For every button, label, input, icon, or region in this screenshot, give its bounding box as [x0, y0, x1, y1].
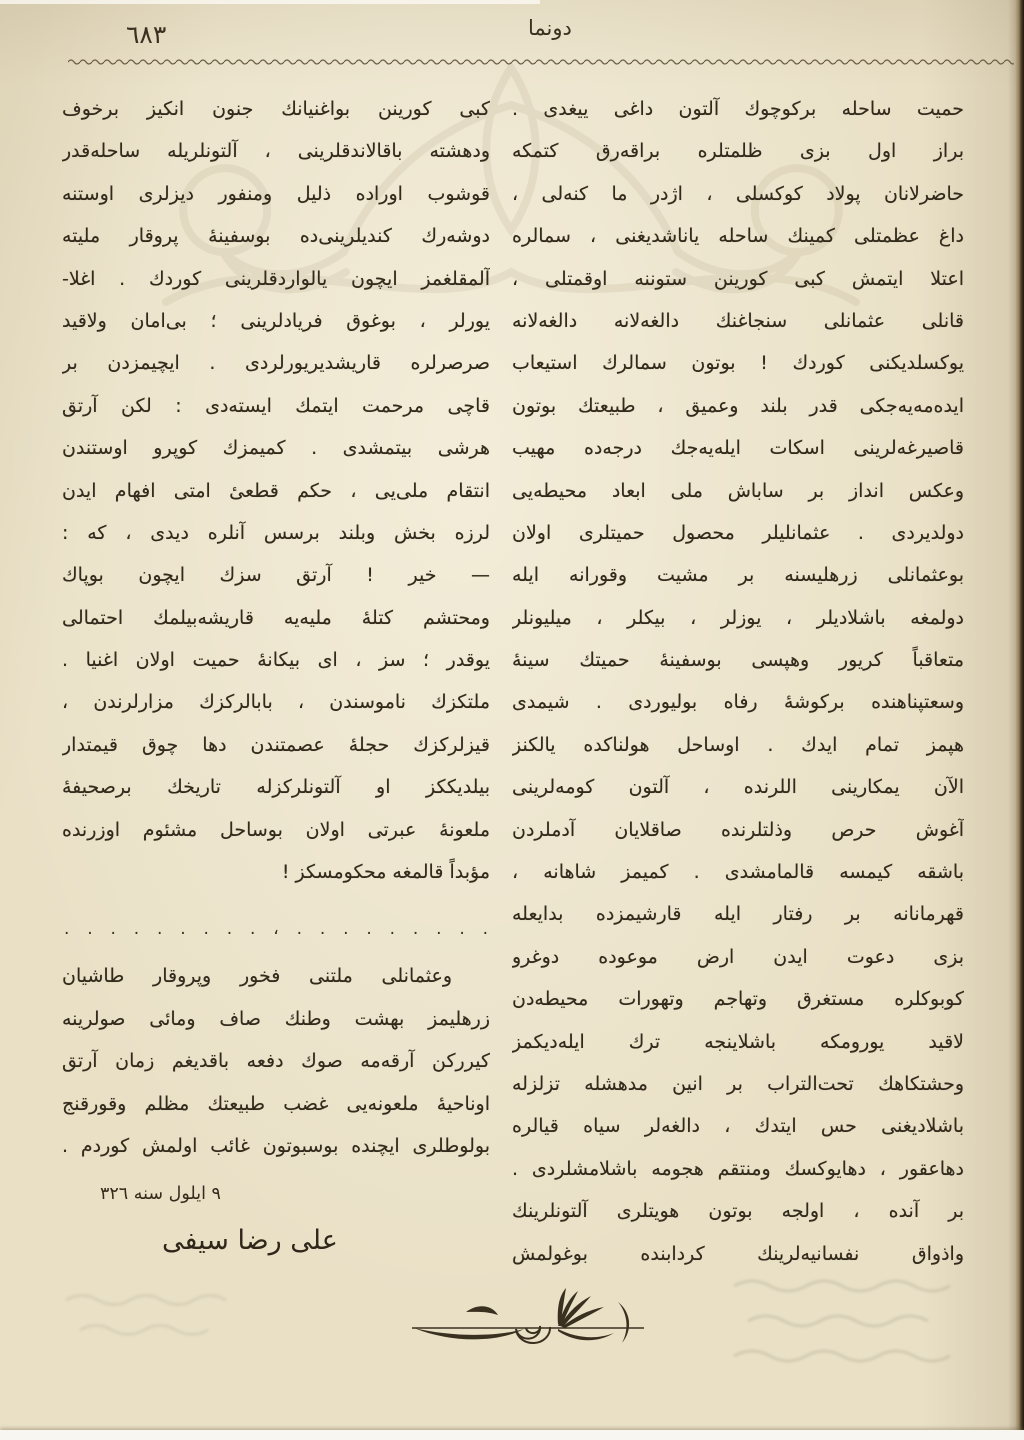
text-line: داغ عظمتلى كمينك ساحله ياناشديغنى ، سمالره [512, 225, 964, 248]
text-line: قاچى مرحمت ايتمك ايسته‌دى : لكن آرتق [62, 394, 490, 417]
text-line: متعاقباً كريور وهپسى بوسفينۀ حميتك سينۀ [512, 649, 964, 672]
page-number: ٦٨٣ [126, 20, 167, 49]
date-line: ٩ ايلول سنه ٣٢٦ [100, 1184, 221, 1205]
text-line: كبى كورينن بواغنيانك جنون انكيز برخوف [62, 98, 490, 120]
text-line: بوعثمانلى زرهليسنه بر مشيت وقورانه ايله [512, 564, 964, 587]
text-line: بزى دعوت ايدن ارض موعوده دوغرو [512, 945, 964, 968]
text-line: ملتكزك ناموسندن ، بابالركزك مزارلرندن ، [62, 691, 490, 714]
text-line: واذواق نفسانيه‌لرينك كردابنده بوغولمش [512, 1242, 964, 1265]
text-line: يورلر ، بوغوق فريادلرينى ؛ بى‌امان ولاقيد [62, 309, 490, 332]
text-line: يوكسلديكنى كوردك ! بوتون سمالرك استيعاب [512, 352, 964, 375]
text-line: قوشوب اوراده ذليل ومنفور ديزلرى اوستنه [62, 182, 490, 205]
text-line: مؤبداً قالمغه محكومسكز ! [281, 861, 490, 884]
text-line: انتقام ملى‌يى ، حكم قطعىٔ امتى افهام ايدن [62, 479, 490, 502]
text-line: حاضرلانان پولاد كوكسلى ، اژدر ما كنه‌لى ، [512, 182, 964, 205]
text-line: هرشى بيتمشدى . كميمزك كوپرو اوستندن [62, 437, 490, 460]
calligraphic-flourish-icon [408, 1286, 648, 1366]
text-line: وسعتپناهنده بركوشۀ رفاه بوليوردى . شيمدى [512, 691, 964, 714]
text-line: براز اول بزى ظلمتلره براقه‌رق كتمكه [512, 140, 964, 163]
text-line: — خير ! آرتق سزك ايچون بوپاك [62, 564, 490, 587]
text-line: كيرركن آرقه‌مه صوك دفعه باقديغم زمان آرتق [62, 1050, 490, 1073]
text-line: ايده‌مه‌يه‌جكى قدر بلند وعميق ، طبيعتك بوتون [512, 394, 964, 417]
text-line: دهاعقور ، دهايوكسك ومنتقم هجومه باشلامشلردى . [512, 1157, 964, 1180]
text-column-left [62, 88, 490, 1275]
text-line: كوبوكلره مستغرق وتهاجم وتهورات محيطه‌دن [512, 988, 964, 1011]
text-line: ودهشته باقالاندقلرينى ، آلتونلريله ساحله‌قدر [62, 140, 490, 163]
text-line: الآن يمكارينى اللرنده ، آلتون كومه‌لرينى [512, 776, 964, 799]
text-line: بر آنده ، اولجه بوتون هويتلرى آلتونلرينك [512, 1200, 964, 1223]
wavy-rule-divider-icon [68, 56, 1014, 66]
text-line: آغوش حرص وذلتلرنده صاقلايان آدملردن [512, 818, 964, 841]
text-line: صرصرلره قاريشديريورلردى . ايچيمزدن بر [62, 352, 490, 375]
show-through-marks [56, 1280, 256, 1350]
page-bottom-edge [0, 1430, 1024, 1440]
text-line: وعكس انداز بر ساباش ملى ابعاد محيطه‌يى [512, 479, 964, 502]
text-line: ومحتشم كتلۀ مليه‌يه قاريشه‌بيلمك احتمالى [62, 606, 490, 629]
text-line: حميت ساحله بركوچوك آلتون داغى ييغدى . [512, 98, 964, 120]
text-line: قانلى عثمانلى سنجاغنك دالغه‌لانه دالغه‌لانه [512, 309, 964, 332]
page-title: دونما [528, 16, 572, 40]
text-line: هپمز تمام ايدك . اوساحل هولناكده يالكنز [512, 733, 964, 756]
text-line: اعتلا ايتمش كبى كورينن ستوننه اوقمتلى ، [512, 267, 964, 290]
text-line: زرهليمز بهشت وطنك صاف ومائى صولرينه [62, 1007, 490, 1030]
text-line: قهرمانانه بر رفتار ايله قارشيمزده بدايعله [512, 903, 964, 926]
text-line: باشلاديغنى حس ايتدك ، دالغه‌لر سياه قيالره [512, 1115, 964, 1138]
text-line: دولمغه باشلاديلر ، يوزلر ، بيكلر ، ميليونلر [512, 606, 964, 629]
show-through-marks [724, 1266, 1014, 1376]
text-line: قيزلركزك حجلۀ عصمتندن دها چوق قيمتدار [62, 733, 490, 756]
text-line: يوقدر ؛ سز ، اى بيكانۀ حميت اولان اغنيا . [62, 649, 490, 672]
text-line: دولديردى . عثمانليلر محصول حميتلرى اولان [512, 521, 964, 544]
text-body [62, 88, 964, 1275]
paragraph-separator-dots: . . . . . . . . . ، . . . . . . . . . [64, 919, 488, 940]
text-line: قاصيرغه‌لرينى اسكات ايله‌يه‌جك درجه‌ده مهيب [512, 437, 964, 460]
text-line: لرزه بخش وبلند برسس آنلره ديدى ، كه : [62, 521, 490, 544]
text-line: باشقه كيمسه قالمامشدى . كميمز شاهانه ، [512, 861, 964, 884]
text-line: اوناحيۀ ملعونه‌يى غضب طبيعتك مظلم وقورقنج [62, 1092, 490, 1115]
page-edge-shadow [1008, 0, 1024, 1440]
text-line: وعثمانلى ملتنى فخور وپروقار طاشيان [62, 965, 452, 988]
text-line: لاقيد يورومكه باشلاينجه ترك ايله‌ديكمز [512, 1030, 964, 1053]
text-line: بيلديككز او آلتونلركزله تاريخك برصحيفۀ [62, 776, 490, 799]
page-top-edge [0, 0, 540, 4]
text-line: دوشه‌رك كنديلرينى‌ده بوسفينۀ پروقار مليته [62, 225, 490, 248]
text-line: وحشتكاهك تحت‌التراب بر انين مدهشله تزلزله [512, 1072, 964, 1095]
text-line: آلمقلغمز ايچون يالواردقلرينى كوردك . اغلا- [62, 267, 490, 290]
text-line: بولوطلرى ايچنده بوسبوتون غائب اولمش كوردم . [62, 1134, 490, 1157]
text-column-right [512, 88, 964, 1275]
author-signature: على رضا سيفى [162, 1225, 338, 1257]
text-line: ملعونۀ عبرتى اولان بوساحل مشئوم اوزرنده [62, 818, 490, 841]
